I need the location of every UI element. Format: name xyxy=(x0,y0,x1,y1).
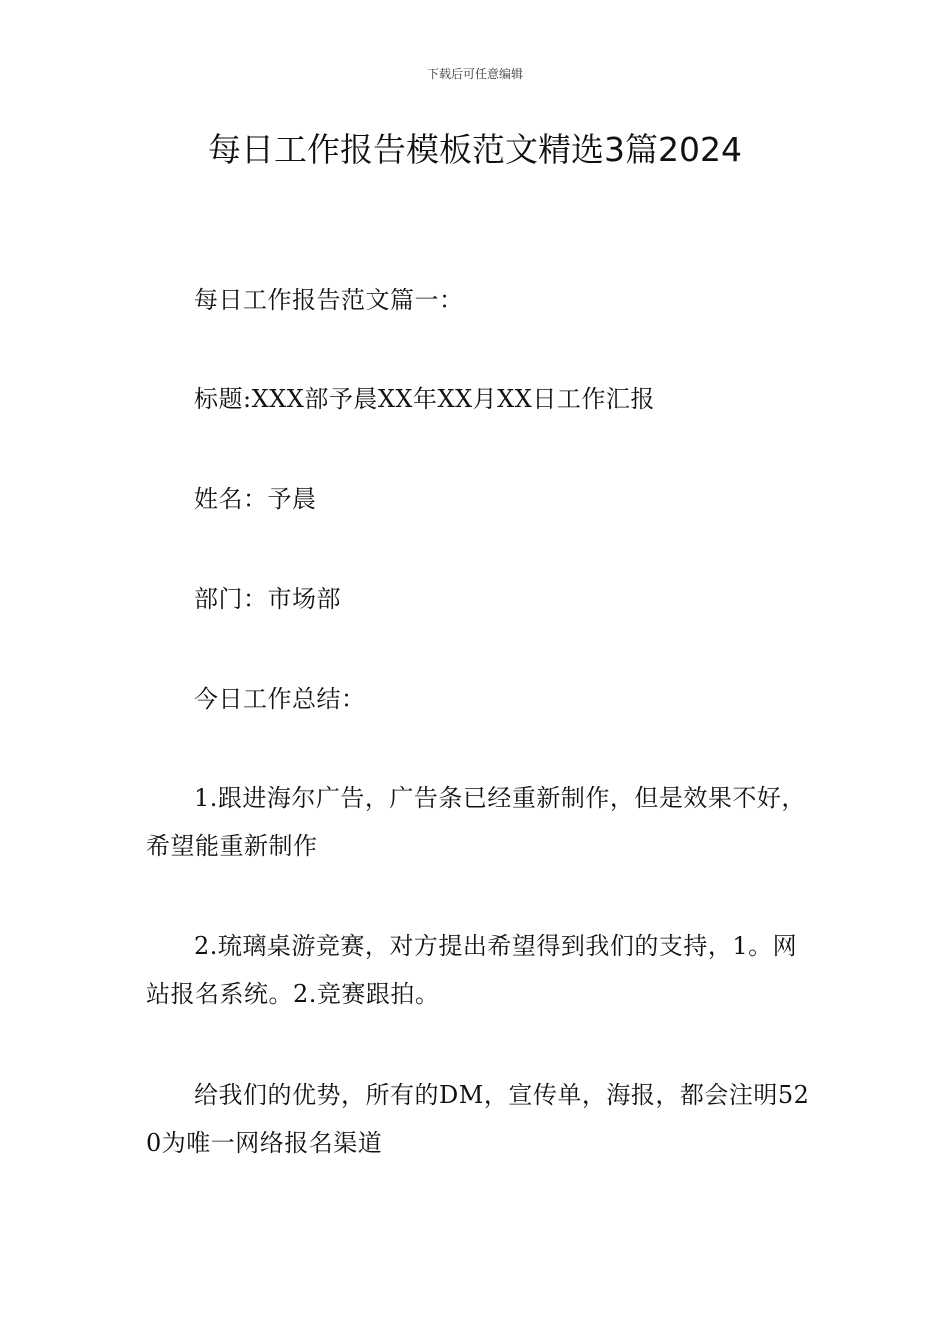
department-line: 部门：市场部 xyxy=(194,585,341,613)
advantage-paragraph: 给我们的优势，所有的DM，宣传单，海报，都会注明520为唯一网络报名渠道 xyxy=(146,1081,810,1157)
summary-item-2: 2.琉璃桌游竞赛，对方提出希望得到我们的支持，1。网站报名系统。2.竞赛跟拍。 xyxy=(146,932,798,1008)
header-note: 下载后可任意编辑 xyxy=(426,67,523,81)
document-title: 每日工作报告模板范文精选3篇2024 xyxy=(208,130,742,169)
summary-heading: 今日工作总结： xyxy=(194,685,366,713)
summary-item-1: 1.跟进海尔广告，广告条已经重新制作，但是效果不好，希望能重新制作 xyxy=(146,784,806,860)
name-line: 姓名：予晨 xyxy=(194,485,317,513)
report-title-line: 标题:XXX部予晨XX年XX月XX日工作汇报 xyxy=(194,385,655,413)
section-heading: 每日工作报告范文篇一： xyxy=(194,286,464,314)
